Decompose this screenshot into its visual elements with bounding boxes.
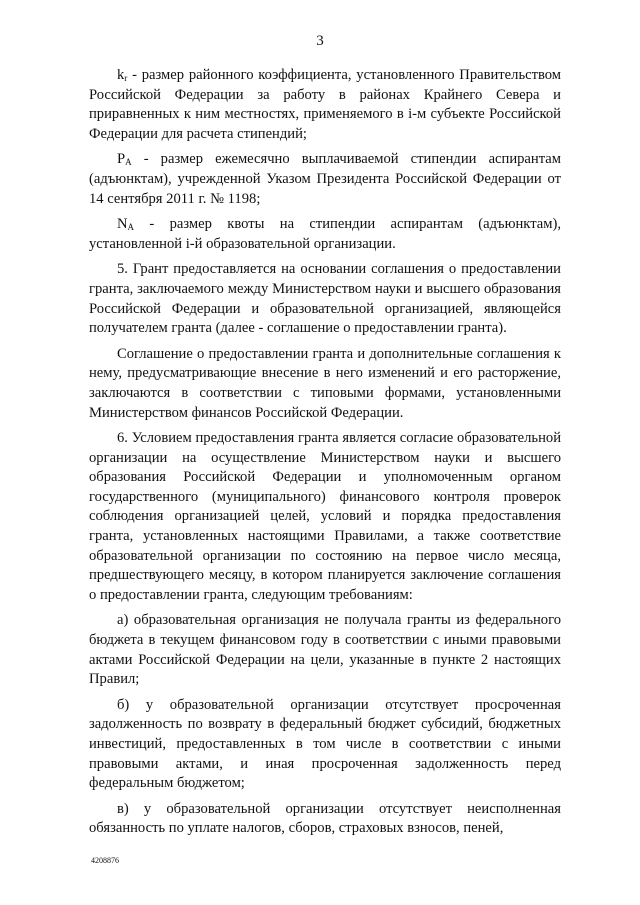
paragraph-agreement: Соглашение о предоставлении гранта и дополнительные соглашения к нему, предусматривающие внесение в него изменений и его расторжение, заключаются в соответствии с типовыми формами, установленными Министерством финансов Российской Федерации. [89,345,561,421]
symbol: k [117,67,125,83]
page-number: 3 [316,33,324,49]
document-body [89,66,561,845]
requirement-b: б) у образовательной организации отсутствует просроченная задолженность по возврату в федеральный бюджет субсидий, бюджетных инвестиций, предоставленных в том числе в соответствии с иными правовыми актами, и иная просроченная задолженность перед федеральным бюджетом; [89,696,561,792]
symbol: P [117,151,126,168]
requirement-v: в) у образовательной организации отсутствует неисполненная обязанность по уплате налогов, сборов, страховых взносов, пеней, [89,800,561,837]
definition-text: - размер квоты на стипендии аспирантам (адъюнктам), установленной i-й образовательной организации. [89,216,561,252]
definition-kr [89,66,561,144]
definition-text: - размер районного коэффициента, установленного Правительством Российской Федерации за работу в районах Крайнего Севера и приравненных к ним местностях, применяемого в i-м субъекте Российской Федерации для расчета стипендий; [89,67,561,142]
symbol-subscript: A [127,222,135,233]
paragraph-5-grant: 5. Грант предоставляется на основании соглашения о предоставлении гранта, заключаемого между Министерством науки и высшего образования Российской Федерации и образовательной организацией, являющейся получателем гранта (далее - соглашение о предоставлении гранта). [89,261,561,337]
symbol-subscript: r [124,73,128,83]
symbol: N [117,216,128,233]
document-code: 4208876 [91,856,119,865]
definition-text: - размер ежемесячно выплачиваемой стипендии аспирантам (адъюнктам), учрежденной Указом Президента Российской Федерации от 14 сентября 2011 г. № 1198; [89,151,561,207]
definition-pa [89,150,561,209]
symbol-subscript: A [125,157,132,168]
definition-na [89,215,561,254]
requirement-a: а) образовательная организация не получала гранты из федерального бюджета в текущем финансовом году в соответствии с иными правовыми актами Российской Федерации на цели, указанные в пункте 2 настоящих Правил; [89,612,561,688]
paragraph-6-conditions: 6. Условием предоставления гранта является согласие образовательной организации на осуществление Министерством науки и высшего образования Российской Федерации и уполномоченным органом государственного (муниципального) финансового контроля проверок соблюдения организацией целей, условий и порядка предоставления гранта, установленных настоящими Правилами, а также соответствие образовательной организации по состоянию на первое число месяца, предшествующего месяцу, в котором планируется заключение соглашения о предоставлении гранта, следующим требованиям: [89,430,561,603]
